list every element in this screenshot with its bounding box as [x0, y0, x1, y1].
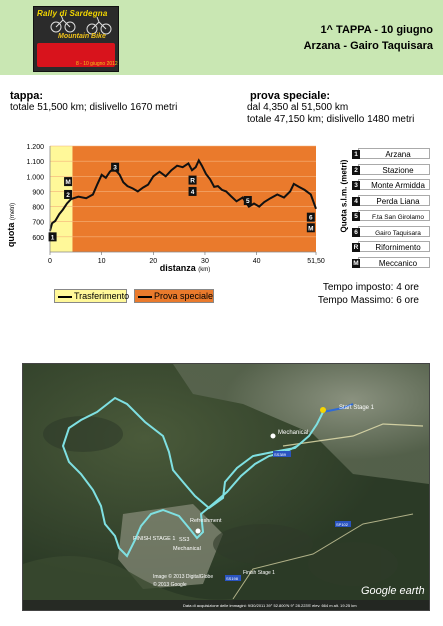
- point-marker-label: 6: [309, 214, 313, 222]
- special-legend: [134, 289, 214, 303]
- legend-item: [354, 164, 430, 175]
- legend-item-label: Rifornimento: [375, 243, 421, 252]
- legend-item-badge: 3: [352, 181, 360, 190]
- legend-item: [354, 195, 430, 206]
- legend-item-label: Meccanico: [378, 258, 418, 268]
- x-tick-label: 40: [252, 258, 261, 265]
- legend-item-label: Gairo Taquisara: [375, 229, 421, 237]
- map-copyright-1: Image © 2013 DigitalGlobe: [153, 574, 214, 580]
- point-marker-label: R: [190, 177, 195, 185]
- point-marker-label: 3: [113, 164, 117, 172]
- logo-title: Rally di Sardegna: [37, 9, 108, 18]
- map-finish: FINISH STAGE 1: [133, 536, 176, 542]
- map-start-label: Start Stage 1: [339, 405, 375, 411]
- legend-title: Quota s.l.m. (metri): [339, 159, 349, 233]
- point-marker-label: M: [65, 179, 71, 187]
- tappa-label: tappa:: [10, 90, 43, 102]
- y-axis: [26, 144, 50, 252]
- refreshment-marker: [196, 529, 201, 534]
- tempo-massimo: Tempo Massimo: 6 ore: [317, 295, 419, 306]
- point-marker-label: M: [308, 225, 314, 233]
- satellite-map: [22, 363, 430, 611]
- stage-title: 1^ TAPPA - 10 giugno: [320, 24, 433, 36]
- mechanical-top-marker: [271, 434, 276, 439]
- x-axis-label: distanza (km): [159, 263, 211, 273]
- legend-item: [354, 148, 430, 159]
- legend-item-label: F.ta San Girolamo: [371, 214, 425, 221]
- map-copyright-2: © 2013 Google: [153, 582, 187, 588]
- tappa-text: totale 51,500 km; dislivello 1670 metri: [10, 102, 178, 113]
- legend-item: [353, 257, 430, 268]
- y-axis-label: quota (metri): [6, 202, 16, 248]
- x-tick-label: 30: [201, 258, 209, 265]
- legend-item-badge: 2: [352, 166, 360, 175]
- legend-item: [354, 179, 430, 190]
- legend-item: [354, 210, 430, 221]
- legend-item-label: Stazione: [382, 165, 414, 175]
- special-legend-swatch: [138, 296, 152, 298]
- event-logo: [33, 6, 119, 72]
- transfer-legend-label: Trasferimento: [74, 291, 130, 301]
- legend-item-label: Arzana: [385, 150, 411, 159]
- x-tick-label: 51,50: [307, 258, 325, 265]
- y-tick-label: 700: [32, 219, 44, 227]
- map-svg: [23, 364, 429, 610]
- legend-item: [354, 226, 430, 237]
- legend-item-badge: M: [353, 259, 359, 267]
- prova-totals: totale 47,150 km; dislivello 1480 metri: [247, 114, 415, 125]
- map-status-text: Data di acquisizione delle immagini: 9/30/2011 39° 52.800'N 9° 28.223'E elev. 664 m alt. 19.25 km: [183, 603, 357, 608]
- point-marker-label: 1: [50, 234, 55, 242]
- map-refreshment: Refreshment: [190, 518, 222, 524]
- road-label-3: SS198: [226, 576, 239, 581]
- legend-item-badge: 1: [352, 150, 360, 159]
- prova-label: prova speciale:: [250, 90, 331, 102]
- y-tick-label: 1.200: [26, 144, 44, 151]
- transfer-legend: [54, 289, 130, 303]
- map-mechanical-bottom: Mechanical: [173, 546, 201, 552]
- y-tick-label: 1.100: [26, 159, 44, 167]
- point-marker-label: 2: [66, 191, 70, 199]
- header: [0, 0, 443, 75]
- road-label-1: SS389: [274, 452, 287, 457]
- stage-route: Arzana - Gairo Taquisara: [303, 40, 433, 52]
- transfer-legend-swatch: [58, 296, 72, 298]
- map-mechanical-top: Mechanical: [278, 430, 309, 436]
- point-marker-label: 5: [246, 198, 250, 206]
- special-stage-zone: [72, 146, 316, 252]
- legend-title-wrap: [336, 140, 352, 252]
- google-earth-logo: Google earth: [361, 585, 425, 597]
- y-tick-label: 900: [32, 189, 44, 197]
- legend-item-badge: 6: [352, 228, 360, 237]
- legend-item-label: Monte Armidda: [371, 181, 425, 190]
- logo-subtitle: Mountain Bike: [58, 33, 106, 40]
- logo-date: 8 - 10 giugno 2012: [76, 61, 118, 67]
- legend-item-badge: 5: [352, 212, 360, 221]
- map-ss-label: SS3: [179, 537, 190, 543]
- x-tick-label: 20: [149, 258, 158, 265]
- prova-range: dal 4,350 al 51,500 km: [247, 102, 349, 113]
- legend-item-badge: R: [353, 244, 359, 251]
- legend-item: [353, 241, 430, 252]
- road-label-2: SP102: [336, 522, 349, 527]
- y-tick-label: 1.000: [26, 174, 44, 182]
- tempo-imposto: Tempo imposto: 4 ore: [322, 282, 419, 293]
- special-legend-label: Prova speciale: [154, 291, 214, 301]
- x-tick-label: 10: [97, 258, 106, 265]
- y-tick-label: 800: [32, 204, 44, 212]
- start-marker: [320, 407, 326, 413]
- legend-item-label: Perda Liana: [376, 196, 420, 206]
- x-tick-label: 0: [48, 258, 52, 265]
- map-finish-small: Finish Stage 1: [243, 570, 275, 576]
- y-tick-label: 600: [32, 234, 44, 242]
- legend-item-badge: 4: [352, 197, 360, 206]
- point-marker-label: 4: [190, 188, 195, 196]
